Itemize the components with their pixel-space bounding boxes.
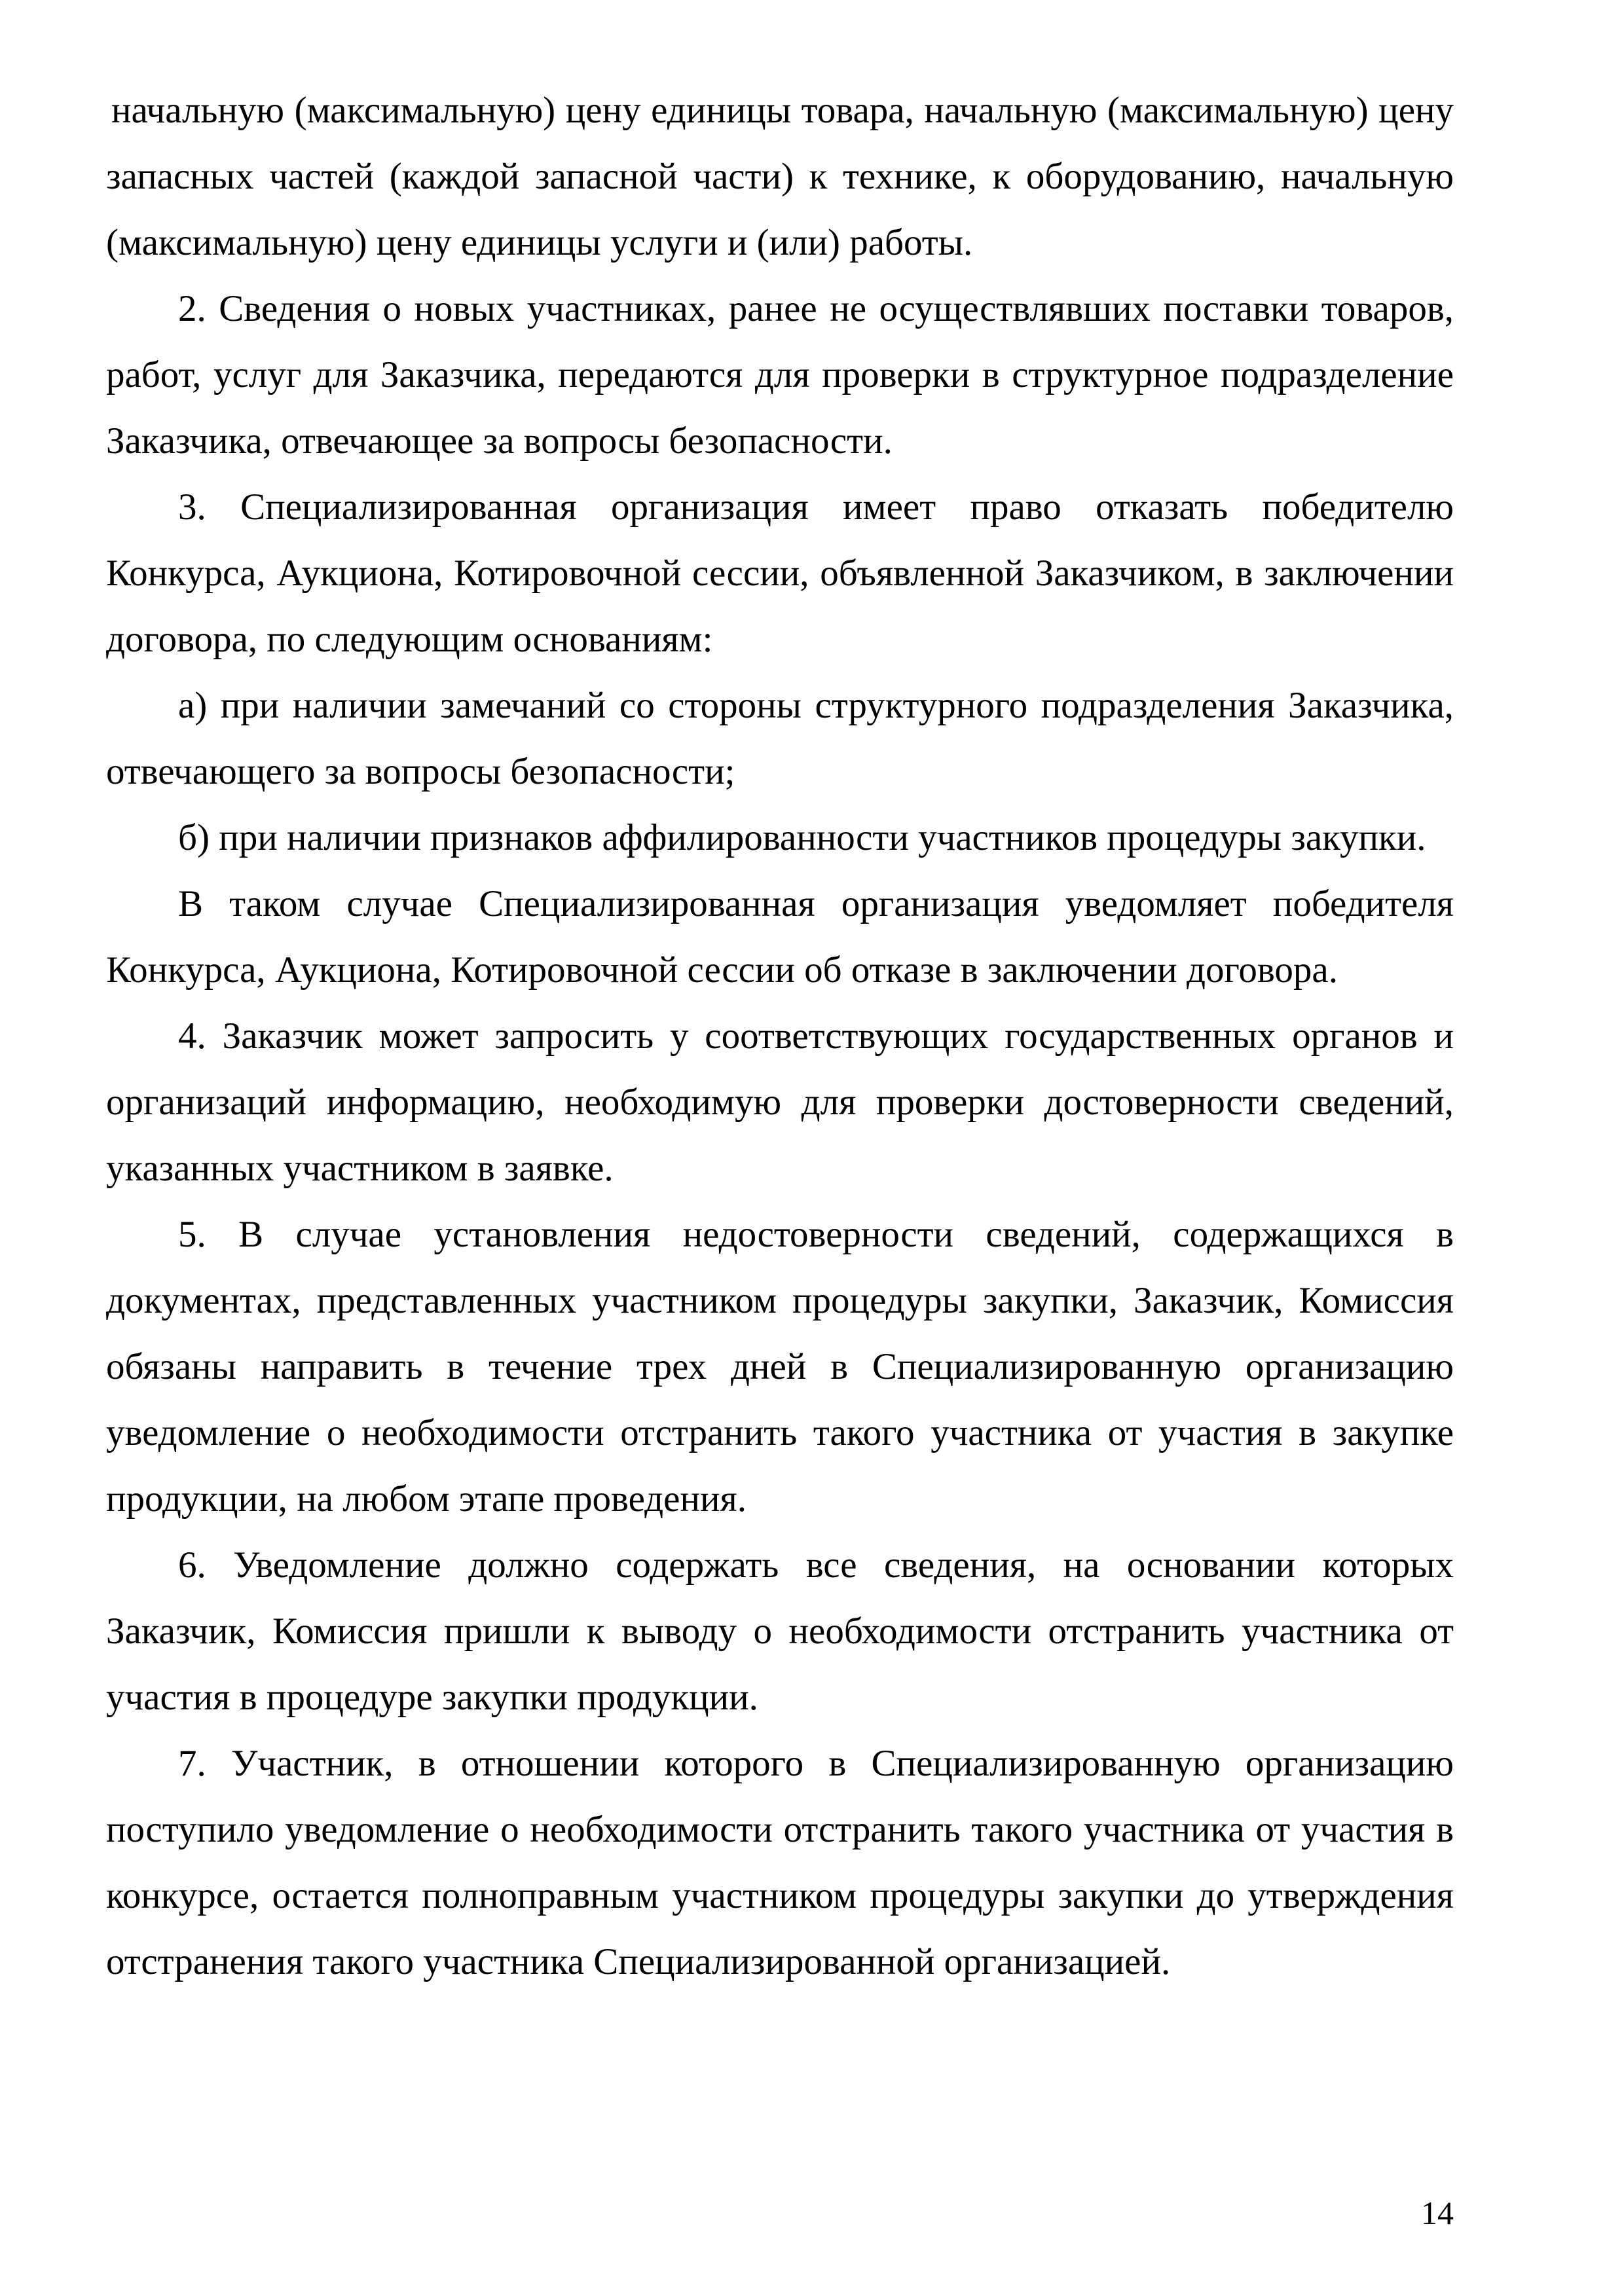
- paragraph-item-3: 3. Специализированная организация имеет право отказать победителю Конкурса, Аукциона, Котировочной сессии, объявленной Заказчиком, в заключении договора, по следующим основаниям:: [106, 486, 1454, 660]
- paragraph-item-5: 5. В случае установления недостоверности сведений, содержащихся в документах, представленных участником процедуры закупки, Заказчик, Комиссия обязаны направить в течение трех дней в Специализированную организацию уведомление о необходимости отстранить такого участника от участия в закупке продукции, на любом этапе проведения.: [106, 1214, 1454, 1520]
- paragraph-item-3b: б) при наличии признаков аффилированности участников процедуры закупки.: [178, 817, 1426, 858]
- paragraph-continuation: начальную (максимальную) цену единицы товара, начальную (максимальную) цену запасных частей (каждой запасной части) к технике, к оборудованию, начальную (максимальную) цену единицы услуги и (или) работы.: [106, 90, 1454, 263]
- paragraph-item-3a: а) при наличии замечаний со стороны структурного подразделения Заказчика, отвечающего за вопросы безопасности;: [106, 685, 1454, 792]
- paragraph-item-2: 2. Сведения о новых участниках, ранее не осуществлявших поставки товаров, работ, услуг для Заказчика, передаются для проверки в структурное подразделение Заказчика, отвечающее за вопросы безопасности.: [106, 288, 1454, 462]
- paragraph-item-4: 4. Заказчик может запросить у соответствующих государственных органов и организаций информацию, необходимую для проверки достоверности сведений, указанных участником в заявке.: [106, 1015, 1454, 1189]
- paragraph-item-6: 6. Уведомление должно содержать все сведения, на основании которых Заказчик, Комиссия пришли к выводу о необходимости отстранить участника от участия в процедуре закупки продукции.: [106, 1544, 1454, 1718]
- page-number: 14: [1421, 2195, 1454, 2231]
- paragraph-item-3-note: В таком случае Специализированная организация уведомляет победителя Конкурса, Аукциона, Котировочной сессии об отказе в заключении договора.: [106, 883, 1454, 991]
- paragraph-item-7: 7. Участник, в отношении которого в Специализированную организацию поступило уведомление о необходимости отстранить такого участника от участия в конкурсе, остается полноправным участником процедуры закупки до утверждения отстранения такого участника Специализированной организацией.: [106, 1743, 1454, 1982]
- body-text: [106, 77, 1454, 1995]
